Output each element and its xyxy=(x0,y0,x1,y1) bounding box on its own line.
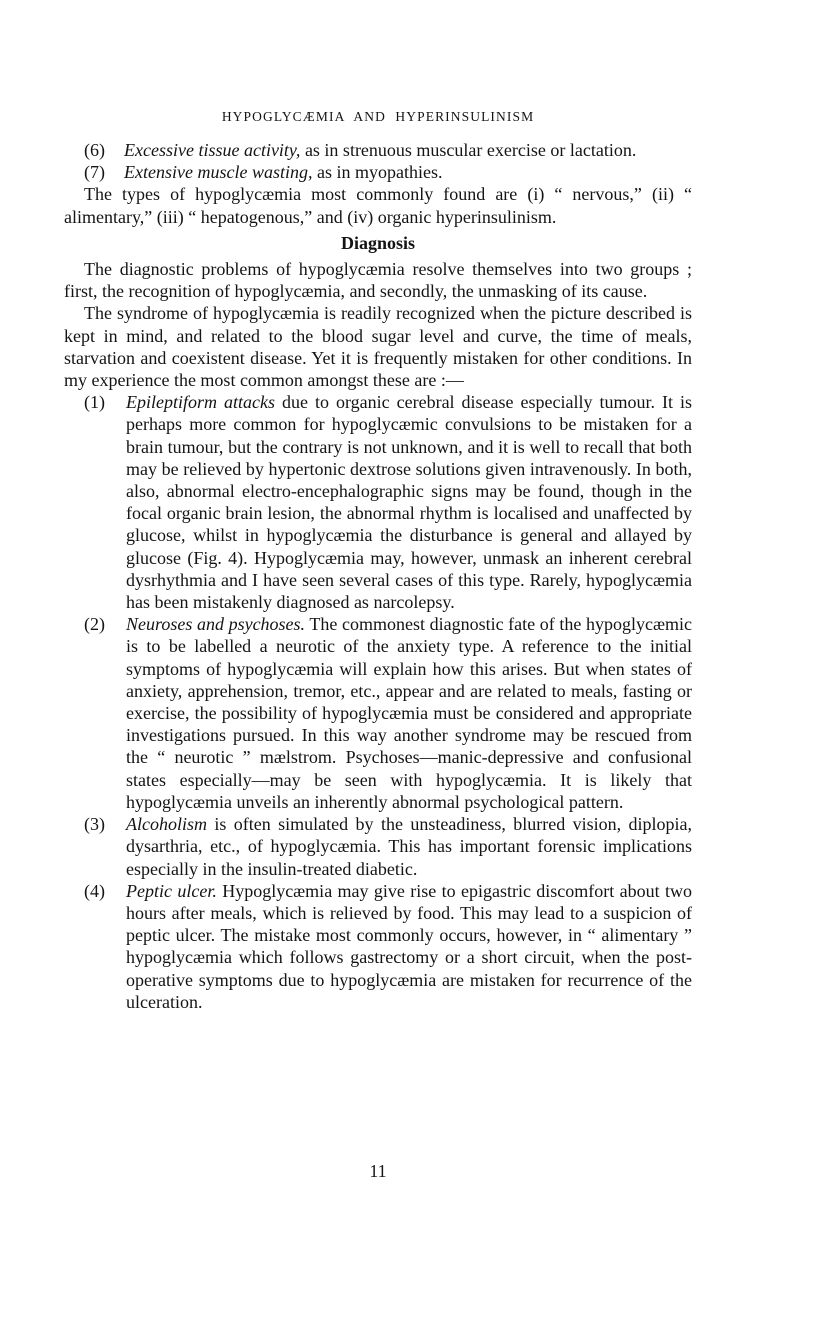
page-number: 11 xyxy=(369,1161,387,1181)
list-item xyxy=(64,880,692,1013)
cause-number: (7) xyxy=(84,162,105,183)
list-item-number: (1) xyxy=(84,392,105,413)
list-item-text: The commonest diagnostic fate of the hypoglycæmic is to be labelled a neurotic of the anxiety type. A reference to the initial symptoms of hypoglycæmia will explain how this arises. But when states of anxiety, apprehension, tremor, etc., appear and are related to meals, fasting or exercise, the possibility of hypoglycæmia must be considered and appropriate investigations pursued. In this way another syndrome may be rescued from the “ neurotic ” mælstrom. Psychoses—manic-depressive and confusional states especially—may be seen with hypoglycæmia. It is likely that hypoglycæmia unveils an inherently abnormal psychological pattern. xyxy=(126,614,692,812)
running-head: HYPOGLYCÆMIA AND HYPERINSULINISM xyxy=(221,109,535,124)
list-item-number: (3) xyxy=(84,814,105,835)
cause-text: as in myopathies. xyxy=(312,162,443,183)
list-item xyxy=(64,613,692,813)
list-item-term: Epileptiform attacks xyxy=(126,392,275,413)
list-item xyxy=(64,391,692,613)
list-item-term: Alcoholism xyxy=(126,814,207,835)
cause-number: (6) xyxy=(84,140,105,160)
list-item-term: Peptic ulcer. xyxy=(126,880,217,901)
list-item-text: Hypoglycæmia may give rise to epigastric discomfort about two hours after meals, which is relieved by food. This may lead to a suspicion of peptic ulcer. The mistake most commonly occurs, however, in “ alimentary ” hypoglycæmia which follows gastrectomy or a short circuit, when the post-operative symptoms due to hypoglycæmia are mistaken for recurrence of the ulceration. xyxy=(126,880,692,1012)
list-item-text: is often simulated by the unsteadiness, blurred vision, diplopia, dysarthria, etc., of hypoglycæmia. This has important forensic implications especially in the insulin-treated diabetic. xyxy=(126,814,692,879)
list-item-text: due to organic cerebral disease especially tumour. It is perhaps more common for hypoglycæmic convulsions to be mistaken for a brain tumour, but the contrary is not unknown, and it is well to recall that both may be relieved by hypertonic dextrose solutions given intravenously. In both, also, abnormal electro-encephalographic signs may be found, though in the focal organic brain lesion, the abnormal rhythm is localised and unaffected by glucose, whilst in hypoglycæmia the disturbance is general and allayed by glucose (Fig. 4). Hypoglycæmia may, however, unmask an inherent cerebral dysrhythmia and I have seen several cases of this type. Rarely, hypoglycæmia has been mistakenly diagnosed as narcolepsy. xyxy=(126,392,692,613)
article-body xyxy=(64,139,692,1013)
list-item-number: (2) xyxy=(84,614,105,635)
list-item xyxy=(64,813,692,880)
cause-item-7 xyxy=(64,161,692,183)
diagnosis-intro-paragraph: The diagnostic problems of hypoglycæmia resolve themselves into two groups ; first, the recognition of hypoglycæmia, and secondly, the unmasking of its cause. xyxy=(64,259,692,302)
cause-term: Excessive tissue activity, xyxy=(124,140,301,160)
list-item-number: (4) xyxy=(84,880,105,901)
types-paragraph: The types of hypoglycæmia most commonly found are (i) “ nervous,” (ii) “ alimentary,” (iii) “ hepatogenous,” and (iv) organic hyperinsulinism. xyxy=(64,184,692,227)
section-heading: Diagnosis xyxy=(340,232,416,253)
list-item-term: Neuroses and psychoses. xyxy=(126,614,306,635)
diagnosis-list xyxy=(64,391,692,1013)
cause-term: Extensive muscle wasting, xyxy=(124,162,313,183)
cause-item-6 xyxy=(64,139,692,161)
cause-text: as in strenuous muscular exercise or lactation. xyxy=(300,140,637,160)
syndrome-paragraph: The syndrome of hypoglycæmia is readily recognized when the picture described is kept in mind, and related to the blood sugar level and curve, the time of meals, starvation and coexistent disease. Yet it is frequently mistaken for other conditions. In my experience the most common amongst these are :— xyxy=(64,303,692,391)
